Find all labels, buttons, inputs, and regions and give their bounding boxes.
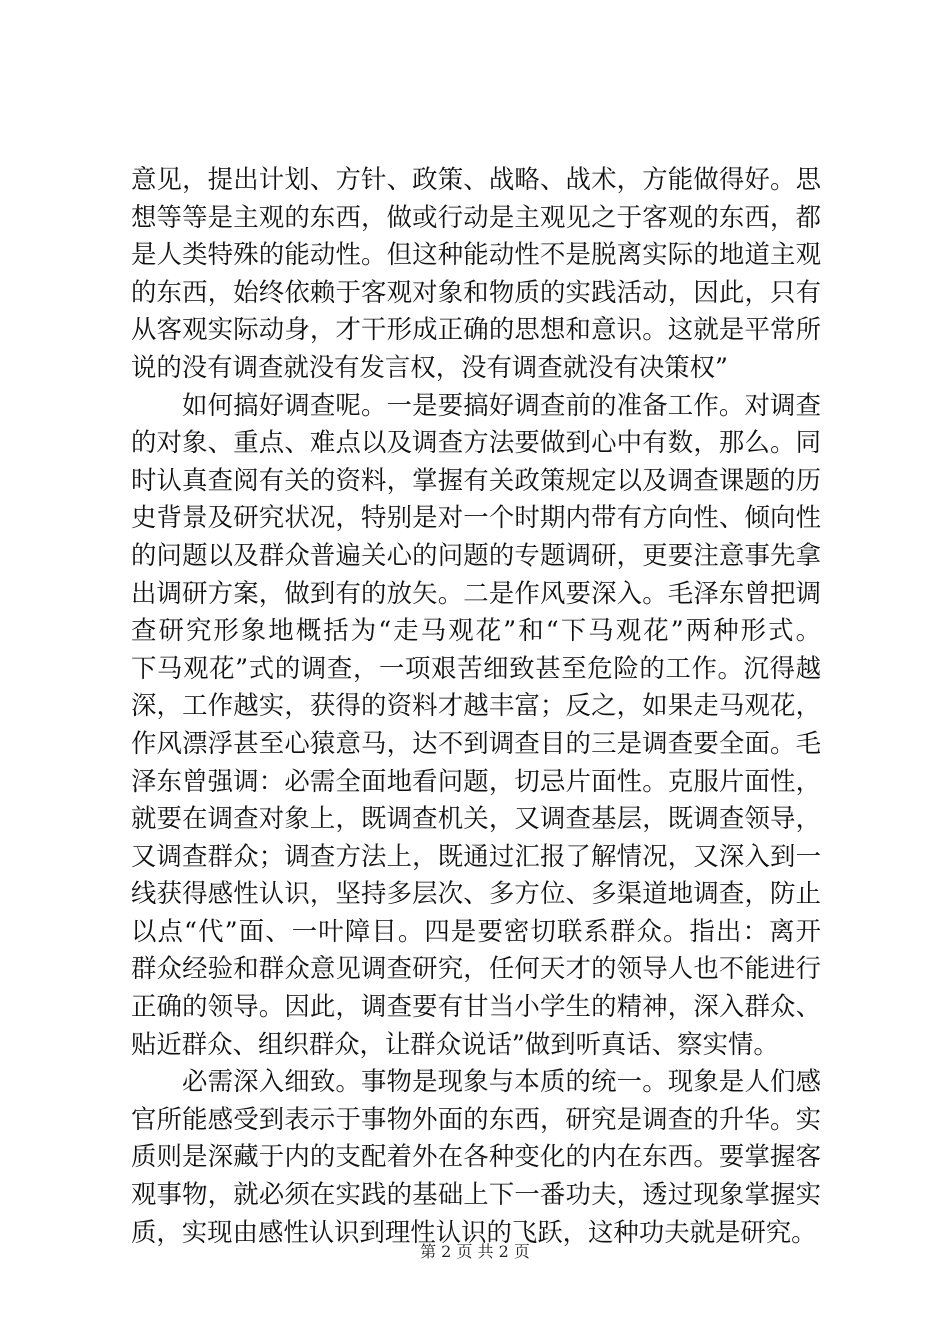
text-line: 作风漂浮甚至心猿意马，达不到调查目的三是调查要全面。毛: [131, 727, 821, 758]
document-body: [131, 161, 821, 1251]
text-line: 以点“代”面、一叶障目。四是要密切联系群众。指出：离开: [131, 915, 821, 946]
text-line: 的对象、重点、难点以及调查方法要做到心中有数，那么。同: [131, 427, 821, 458]
text-line: 想等等是主观的东西，做或行动是主观见之于客观的东西，都: [131, 201, 821, 232]
text-line: 线获得感性认识，坚持多层次、多方位、多渠道地调查，防止: [131, 878, 821, 909]
text-line: 正确的领导。因此，调查要有甘当小学生的精神，深入群众、: [131, 991, 821, 1022]
text-line: 深，工作越实，获得的资料才越丰富；反之，如果走马观花，: [131, 690, 821, 721]
page-number-label: 第 2 页 共 2 页: [420, 1242, 530, 1261]
text-line: 的问题以及群众普遍关心的问题的专题调研，更要注意事先拿: [131, 539, 821, 570]
text-line: 查研究形象地概括为“走马观花”和“下马观花”两种形式。: [131, 615, 821, 646]
text-line: 出调研方案，做到有的放矢。二是作风要深入。毛泽东曾把调: [131, 577, 821, 608]
paragraph-first-line: 必需深入细致。事物是现象与本质的统一。现象是人们感: [182, 1066, 821, 1097]
text-line: 的东西，始终依赖于客观对象和物质的实践活动，因此，只有: [131, 276, 821, 307]
paragraph-first-line: 如何搞好调查呢。一是要搞好调查前的准备工作。对调查: [182, 389, 821, 420]
text-line: 又调查群众；调查方法上，既通过汇报了解情况，又深入到一: [131, 840, 821, 871]
text-line: 下马观花”式的调查，一项艰苦细致甚至危险的工作。沉得越: [131, 652, 821, 683]
text-line: 质，实现由感性认识到理性认识的飞跃，这种功夫就是研究。: [131, 1216, 817, 1247]
text-line: 是人类特殊的能动性。但这种能动性不是脱离实际的地道主观: [131, 239, 821, 270]
text-line: 史背景及研究状况，特别是对一个时期内带有方向性、倾向性: [131, 502, 821, 533]
text-line: 群众经验和群众意见调查研究，任何天才的领导人也不能进行: [131, 953, 821, 984]
text-line: 就要在调查对象上，既调查机关，又调查基层，既调查领导，: [131, 803, 821, 834]
text-line: 意见，提出计划、方针、政策、战略、战术，方能做得好。思: [131, 164, 821, 194]
text-line: 贴近群众、组织群众，让群众说话”做到听真话、察实情。: [131, 1028, 779, 1059]
text-line: 官所能感受到表示于事物外面的东西，研究是调查的升华。实: [131, 1103, 821, 1134]
text-line: 时认真查阅有关的资料，掌握有关政策规定以及调查课题的历: [131, 464, 821, 495]
text-line: 泽东曾强调：必需全面地看问题，切忌片面性。克服片面性，: [131, 765, 821, 796]
text-line: 说的没有调查就没有发言权，没有调查就没有决策权”: [131, 351, 728, 382]
page-footer: [0, 1242, 950, 1262]
text-line: 质则是深藏于内的支配着外在各种变化的内在东西。要掌握客: [131, 1141, 821, 1172]
text-line: 从客观实际动身，才干形成正确的思想和意识。这就是平常所: [131, 314, 821, 345]
text-line: 观事物，就必须在实践的基础上下一番功夫，透过现象掌握实: [131, 1179, 821, 1210]
